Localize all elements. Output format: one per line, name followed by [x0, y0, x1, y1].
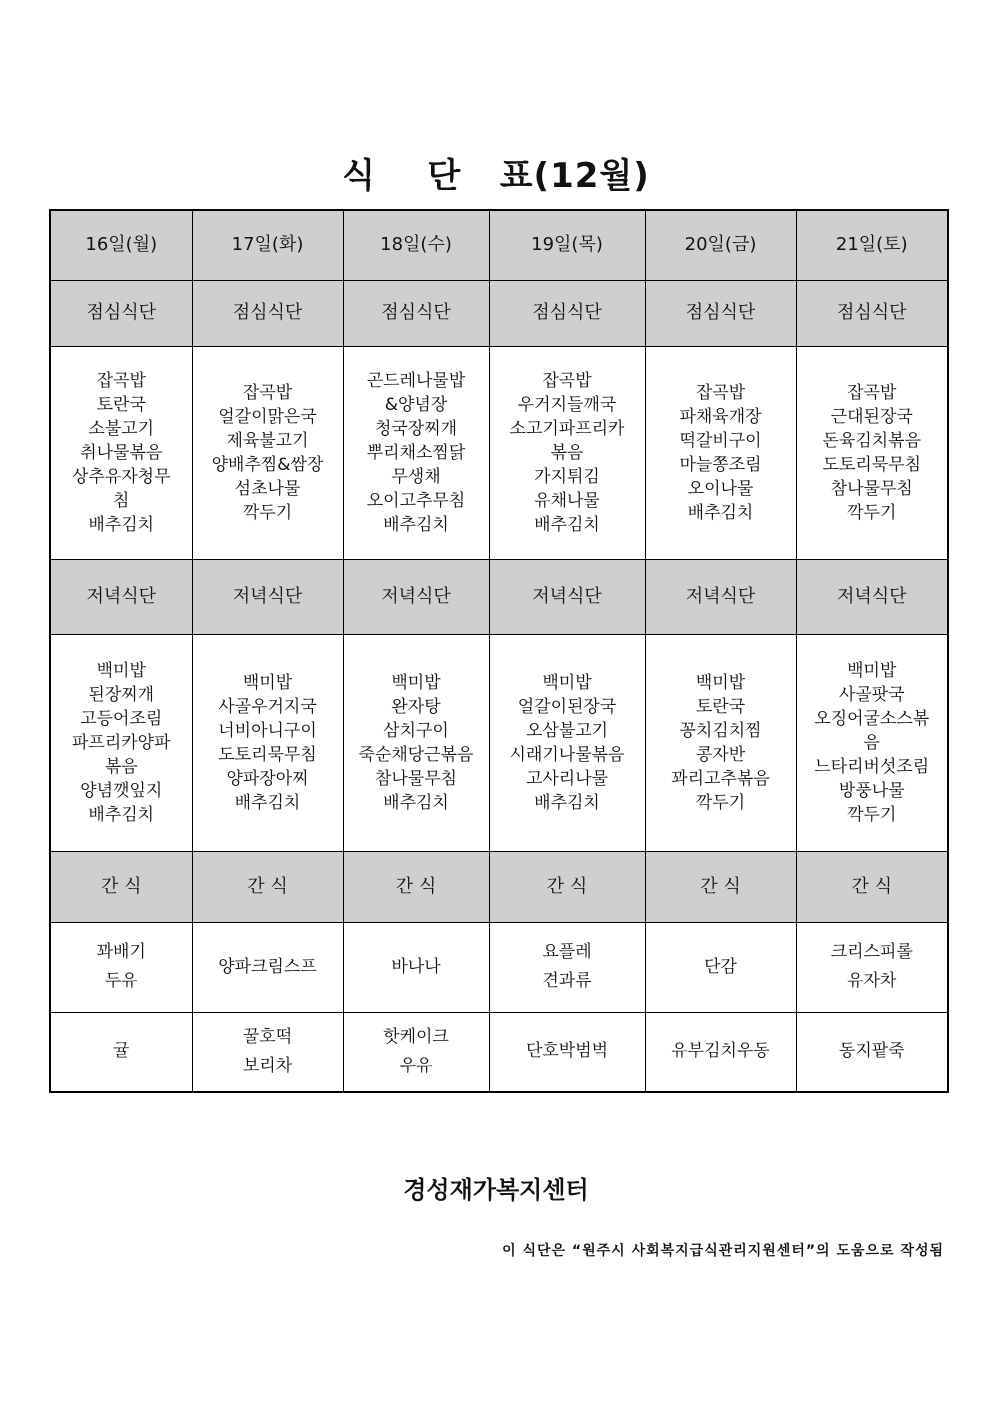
menu-item: 상추유자청무	[71, 466, 171, 487]
menu-item: 근대된장국	[830, 406, 913, 427]
menu-item: 곤드레나물밥	[366, 370, 466, 391]
menu-item: 완자탕	[391, 696, 441, 717]
menu-item: 요플레	[542, 942, 592, 962]
menu-item: 오이나물	[687, 478, 754, 499]
menu-item: 유채나물	[534, 490, 600, 511]
menu-item: 마늘쫑조림	[679, 454, 762, 475]
menu-item: 깍두기	[242, 502, 293, 523]
dinner-menu-cell	[343, 634, 489, 851]
menu-item: 소불고기	[88, 418, 155, 439]
menu-item: 잡곡밥	[96, 370, 146, 391]
snack-cell	[489, 922, 645, 1012]
snack-cell	[343, 922, 489, 1012]
menu-item: 배추김치	[234, 792, 301, 813]
menu-item: 잡곡밥	[242, 382, 293, 403]
day-header: 19일(목)	[489, 210, 645, 280]
day-header: 16일(월)	[50, 210, 192, 280]
snack-cell	[50, 922, 192, 1012]
lunch-label: 점심식단	[50, 280, 192, 346]
menu-item: 백미밥	[847, 660, 897, 681]
dinner-menu-cell	[796, 634, 948, 851]
lunch-label-row	[50, 280, 948, 346]
menu-item: 백미밥	[242, 672, 293, 693]
dinner-menu-cell	[645, 634, 796, 851]
menu-item: 볶음	[550, 442, 584, 463]
dinner-label: 저녁식단	[50, 559, 192, 634]
dinner-label: 저녁식단	[645, 559, 796, 634]
menu-item: 섬초나물	[234, 478, 301, 499]
center-name: 경성재가복지센터	[403, 1176, 589, 1204]
menu-item: 얼갈이맑은국	[218, 406, 317, 427]
dinner-label: 저녁식단	[489, 559, 645, 634]
menu-item: 고등어조림	[80, 708, 163, 729]
page-title: 식 단 표(12월)	[342, 156, 650, 196]
menu-item: 잡곡밥	[695, 382, 746, 403]
day-header: 20일(금)	[645, 210, 796, 280]
menu-item: 사골우거지국	[218, 696, 317, 717]
lunch-label: 점심식단	[796, 280, 948, 346]
lunch-menu-cell	[192, 346, 343, 559]
menu-item: 꿀호떡	[242, 1026, 293, 1047]
menu-item: 양파장아찌	[226, 768, 309, 789]
lunch-label: 점심식단	[645, 280, 796, 346]
day-header: 21일(토)	[796, 210, 948, 280]
dinner-label-row	[50, 559, 948, 634]
menu-item: 우거지들깨국	[517, 394, 617, 415]
menu-item: 토란국	[96, 394, 146, 415]
menu-item: 양배추찜&쌈장	[211, 454, 324, 475]
menu-item: 배추김치	[88, 804, 155, 825]
menu-item: 고사리나물	[525, 768, 609, 789]
snack-label: 간 식	[796, 851, 948, 922]
menu-item: 백미밥	[391, 672, 441, 693]
menu-item: 유부김치우동	[671, 1041, 770, 1062]
day-header: 18일(수)	[343, 210, 489, 280]
menu-item: 오이고추무침	[366, 490, 466, 511]
menu-item: 도토리묵무침	[822, 454, 922, 475]
menu-item: 참나물무침	[374, 768, 458, 789]
menu-item: 배추김치	[687, 502, 754, 523]
menu-item: 잡곡밥	[542, 370, 592, 391]
menu-item: 떡갈비구이	[679, 430, 762, 451]
menu-item: 깍두기	[847, 502, 897, 523]
menu-item: 소고기파프리카	[509, 418, 625, 439]
menu-item: 취나물볶음	[80, 442, 163, 463]
menu-item: 두유	[104, 971, 138, 991]
snack-label: 간 식	[489, 851, 645, 922]
menu-item: 가지튀김	[534, 466, 600, 487]
snack-label: 간 식	[192, 851, 343, 922]
menu-item: 도토리묵무침	[218, 744, 317, 765]
menu-item: 동지팥죽	[838, 1041, 905, 1062]
menu-item: 삼치구이	[383, 720, 449, 741]
lunch-row	[50, 346, 948, 559]
menu-item: 배추김치	[88, 514, 155, 535]
menu-item: 견과류	[542, 971, 592, 991]
dinner-menu-cell	[192, 634, 343, 851]
snack-row-1	[50, 922, 948, 1012]
snack-label: 간 식	[645, 851, 796, 922]
dinner-menu-cell	[489, 634, 645, 851]
menu-item: 된장찌개	[88, 684, 155, 705]
menu-item: 핫케이크	[383, 1026, 449, 1047]
menu-item: 잡곡밥	[847, 382, 897, 403]
menu-item: 콩자반	[695, 744, 746, 765]
menu-item: 꽈배기	[96, 942, 146, 962]
snack-cell	[489, 1012, 645, 1092]
footnote: 이 식단은 “원주시 사회복지급식관리지원센터”의 도움으로 작성됨	[502, 1243, 944, 1259]
menu-item: 제육불고기	[226, 430, 309, 451]
menu-item: 볶음	[104, 756, 138, 777]
menu-item: 단호박범벅	[525, 1041, 609, 1062]
menu-item: 바나나	[391, 956, 441, 977]
menu-item: 뿌리채소찜닭	[366, 442, 466, 463]
menu-item: 죽순채당근볶음	[358, 744, 474, 765]
menu-item: 꽈리고추볶음	[671, 768, 770, 789]
menu-item: 꽁치김치찜	[679, 720, 762, 741]
dinner-label: 저녁식단	[192, 559, 343, 634]
lunch-label: 점심식단	[489, 280, 645, 346]
menu-item: 침	[113, 490, 130, 511]
menu-item: 돈육김치볶음	[822, 430, 922, 451]
snack-row-2	[50, 1012, 948, 1092]
lunch-menu-cell	[343, 346, 489, 559]
menu-item: 보리차	[242, 1055, 293, 1076]
menu-item: 백미밥	[96, 660, 146, 681]
lunch-menu-cell	[645, 346, 796, 559]
snack-cell	[796, 922, 948, 1012]
menu-item: 참나물무침	[830, 478, 913, 499]
menu-item: 방풍나물	[838, 780, 905, 801]
menu-table	[49, 209, 949, 1093]
menu-item: 백미밥	[695, 672, 746, 693]
snack-cell	[50, 1012, 192, 1092]
dinner-row	[50, 634, 948, 851]
menu-item: 깍두기	[695, 792, 746, 813]
menu-item: &양념장	[384, 394, 448, 415]
menu-item: 파프리카양파	[71, 732, 171, 753]
snack-cell	[796, 1012, 948, 1092]
snack-cell	[645, 922, 796, 1012]
snack-cell	[343, 1012, 489, 1092]
snack-label: 간 식	[343, 851, 489, 922]
menu-item: 느타리버섯조림	[814, 756, 930, 777]
menu-item: 단감	[704, 956, 737, 977]
menu-item: 배추김치	[534, 514, 600, 535]
day-header: 17일(화)	[192, 210, 343, 280]
dinner-label: 저녁식단	[343, 559, 489, 634]
dinner-menu-cell	[50, 634, 192, 851]
snack-label-row	[50, 851, 948, 922]
menu-item: 너비아니구이	[218, 720, 317, 741]
menu-item: 얼갈이된장국	[517, 696, 617, 717]
menu-item: 귤	[113, 1041, 130, 1062]
menu-item: 사골팟국	[838, 684, 905, 705]
menu-item: 청국장찌개	[374, 418, 458, 439]
menu-item: 유자차	[847, 971, 897, 991]
menu-item: 배추김치	[383, 792, 449, 813]
menu-item: 양파크림스프	[218, 956, 317, 977]
lunch-label: 점심식단	[343, 280, 489, 346]
menu-item: 오징어굴소스볶	[814, 708, 930, 729]
lunch-menu-cell	[50, 346, 192, 559]
lunch-menu-cell	[489, 346, 645, 559]
lunch-label: 점심식단	[192, 280, 343, 346]
menu-item: 우유	[399, 1055, 433, 1076]
menu-item: 무생채	[391, 466, 441, 487]
snack-cell	[645, 1012, 796, 1092]
snack-cell	[192, 922, 343, 1012]
lunch-menu-cell	[796, 346, 948, 559]
menu-item: 크리스피롤	[830, 942, 913, 962]
menu-item: 파채육개장	[679, 406, 762, 427]
snack-label: 간 식	[50, 851, 192, 922]
menu-item: 배추김치	[383, 514, 449, 535]
snack-cell	[192, 1012, 343, 1092]
menu-item: 시래기나물볶음	[509, 744, 625, 765]
menu-item: 토란국	[695, 696, 746, 717]
menu-item: 깍두기	[847, 804, 897, 825]
menu-item: 백미밥	[542, 672, 592, 693]
menu-item: 배추김치	[534, 792, 600, 813]
menu-item: 오삼불고기	[525, 720, 609, 741]
dinner-label: 저녁식단	[796, 559, 948, 634]
menu-item: 음	[863, 732, 880, 753]
day-header-row	[50, 210, 948, 280]
menu-item: 양념깻잎지	[80, 780, 163, 801]
